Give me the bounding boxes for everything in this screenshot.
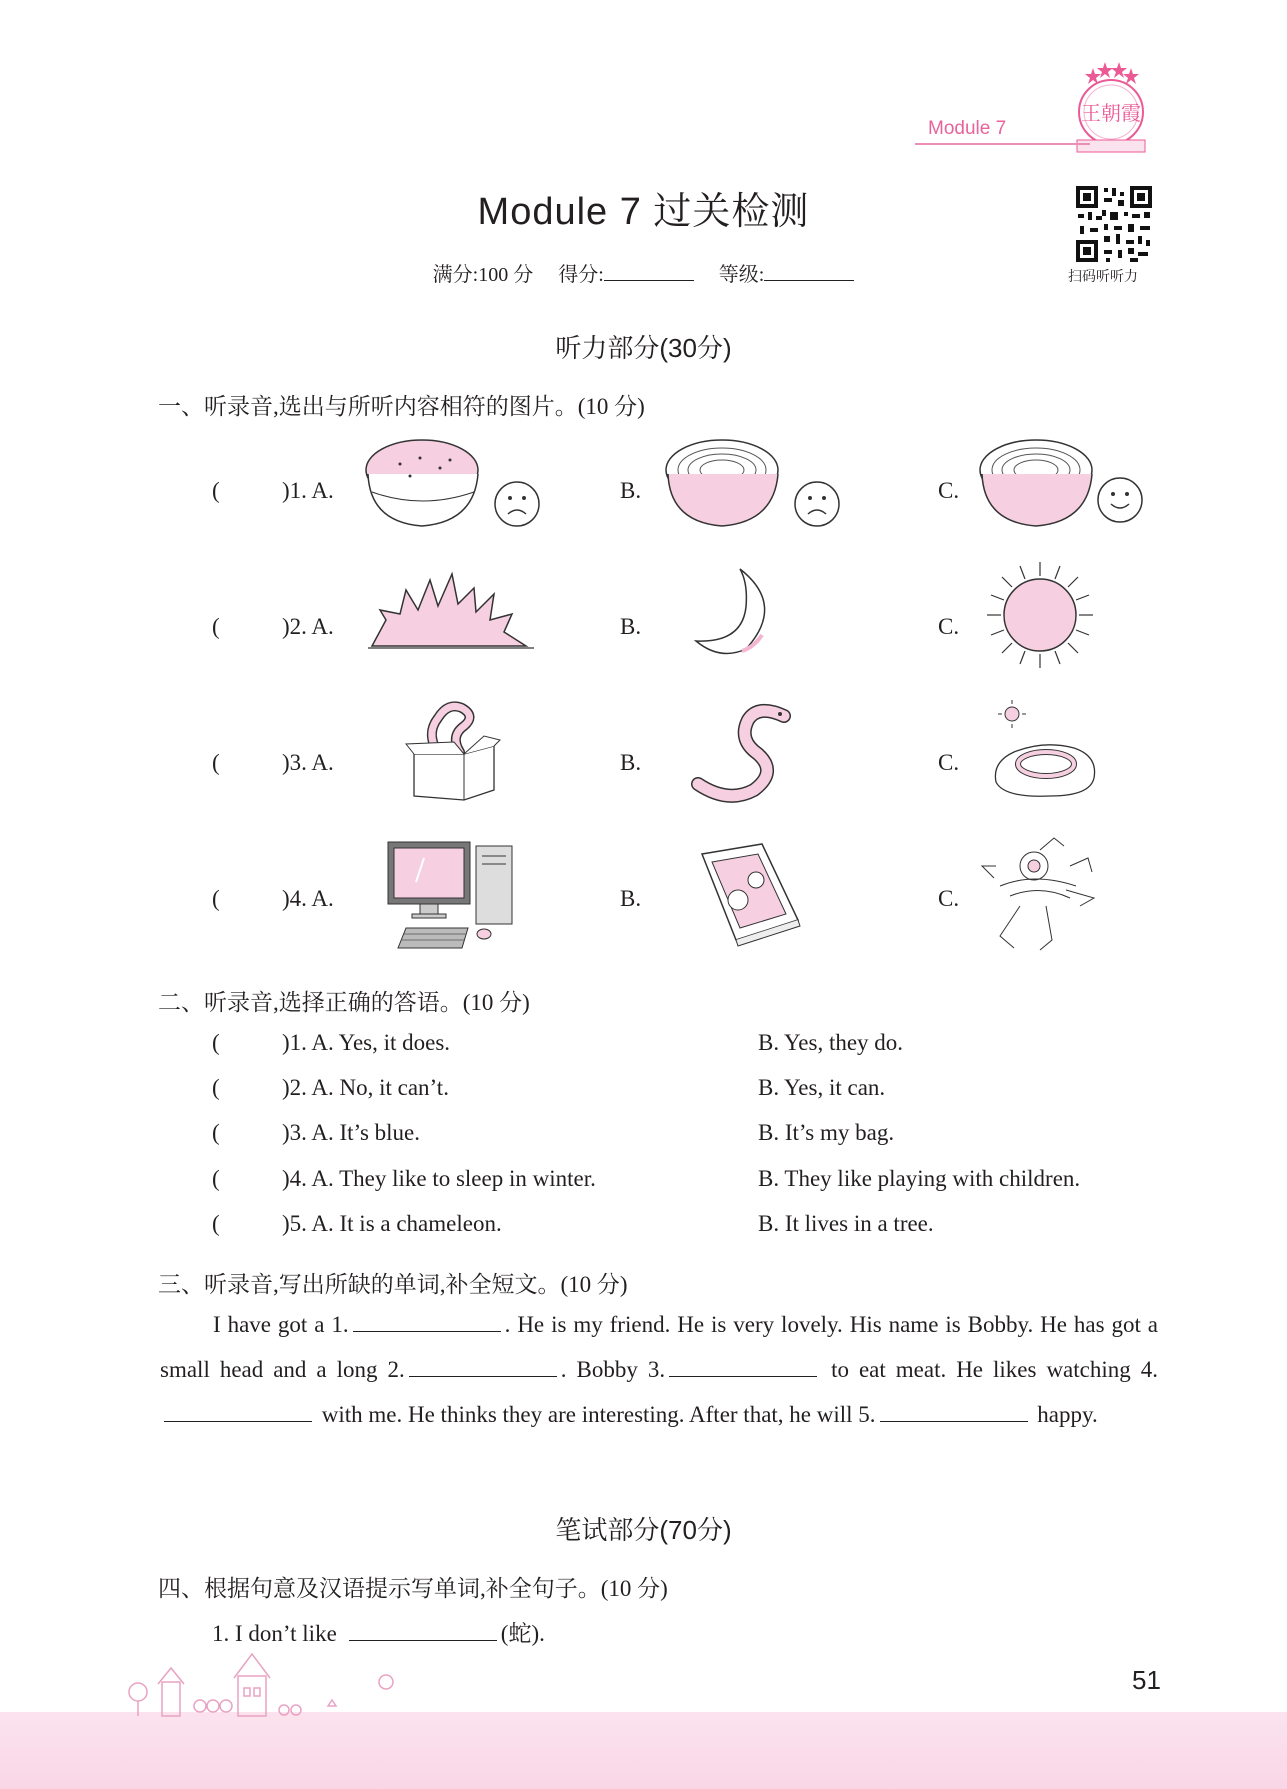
p2-q4-option-b: B. They like playing with children. (758, 1166, 1081, 1191)
passage-segment: with me. He thinks they are interesting. After that, he will 5. (316, 1402, 876, 1427)
p2-q4-option-a: )4. A. They like to sleep in winter. (282, 1166, 596, 1191)
noodle-bowl-happy-image[interactable] (974, 430, 1159, 535)
snake-on-rock-image[interactable] (990, 696, 1102, 811)
part3-heading: 三、听录音,写出所缺的单词,补全短文。(10 分) (158, 1272, 628, 1297)
p4-q1-blank[interactable] (349, 1618, 497, 1641)
hedgehog-image[interactable] (366, 570, 536, 656)
moon-image[interactable] (690, 565, 780, 660)
listening-section-title: 听力部分(30分) (555, 333, 732, 363)
p2-q3-option-a: )3. A. It’s blue. (282, 1120, 420, 1145)
score-blank[interactable] (604, 262, 694, 281)
passage-segment: . He is my friend. He is very lovely. His name is Bobby. He has got a small head and a long 2. (160, 1312, 1158, 1382)
part2-heading: 二、听录音,选择正确的答语。(10 分) (158, 990, 530, 1015)
qr-code-icon[interactable] (1074, 184, 1154, 264)
brand-logo-text: 王朝霞 (1081, 101, 1141, 125)
snake-image[interactable] (688, 696, 800, 811)
p4-q1-text: 1. I don’t like (212, 1621, 337, 1646)
grade-label: 等级: (718, 264, 765, 286)
passage-segment: to eat meat. He likes watching 4. (821, 1357, 1158, 1382)
passage-blank-1[interactable] (353, 1309, 501, 1332)
sun-image[interactable] (985, 560, 1095, 670)
p2-q5-option-b: B. It lives in a tree. (758, 1211, 934, 1236)
p2-q3-paren[interactable]: ( (212, 1120, 220, 1145)
qr-caption: 扫码听听力 (1068, 268, 1138, 284)
passage-blank-5[interactable] (880, 1399, 1028, 1422)
part3-passage (160, 1302, 1158, 1437)
passage-blank-2[interactable] (409, 1354, 557, 1377)
p2-q4-paren[interactable]: ( (212, 1166, 220, 1191)
p2-q2-option-b: B. Yes, it can. (758, 1075, 886, 1100)
passage-segment: happy. (1031, 1402, 1098, 1427)
p1-q4-label: )4. A. (282, 886, 334, 911)
p1-q2-option-c: C. (938, 614, 960, 639)
rice-bowl-sad-image[interactable] (360, 430, 545, 535)
lion-dragon-image[interactable] (980, 836, 1100, 954)
writing-section-title: 笔试部分(70分) (555, 1515, 732, 1545)
score-line (0, 258, 1287, 287)
p1-q3-paren[interactable]: ( (212, 750, 220, 775)
p1-q2-paren[interactable]: ( (212, 614, 220, 639)
computer-image[interactable] (384, 838, 524, 953)
p2-q1-option-b: B. Yes, they do. (758, 1030, 904, 1055)
passage-blank-4[interactable] (164, 1399, 312, 1422)
grade-blank[interactable] (764, 262, 854, 281)
p1-q3-option-c: C. (938, 750, 960, 775)
header-divider (915, 143, 1090, 145)
module-tag: Module 7 (928, 118, 1007, 139)
passage-segment: . Bobby 3. (560, 1357, 666, 1382)
p4-q1 (212, 1615, 545, 1648)
p1-q4-option-c: C. (938, 886, 960, 911)
p2-q3-option-b: B. It’s my bag. (758, 1120, 895, 1145)
p1-q1-option-c: C. (938, 478, 960, 503)
p1-q1-label: )1. A. (282, 478, 334, 503)
p1-q3-option-b: B. (620, 750, 642, 775)
snake-in-box-image[interactable] (404, 696, 504, 806)
passage-blank-3[interactable] (669, 1354, 817, 1377)
p2-q2-option-a: )2. A. No, it can’t. (282, 1075, 449, 1100)
noodle-bowl-sad-image[interactable] (660, 430, 845, 535)
part1-heading: 一、听录音,选出与所听内容相符的图片。(10 分) (158, 394, 645, 419)
p1-q1-option-b: B. (620, 478, 642, 503)
p2-q2-paren[interactable]: ( (212, 1075, 220, 1100)
passage-segment: I have got a 1. (213, 1312, 349, 1337)
p1-q2-label: )2. A. (282, 614, 334, 639)
photo-book-image[interactable] (694, 840, 804, 950)
p1-q4-option-b: B. (620, 886, 642, 911)
part4-heading: 四、根据句意及汉语提示写单词,补全句子。(10 分) (158, 1576, 668, 1601)
bottom-decor-band (0, 1712, 1287, 1789)
town-decor-icon (118, 1640, 448, 1720)
p2-q5-option-a: )5. A. It is a chameleon. (282, 1211, 502, 1236)
p2-q5-paren[interactable]: ( (212, 1211, 220, 1236)
full-score-label: 满分:100 分 (432, 264, 534, 286)
p1-q2-option-b: B. (620, 614, 642, 639)
p2-q1-option-a: )1. A. Yes, it does. (282, 1030, 451, 1055)
p1-q4-paren[interactable]: ( (212, 886, 220, 911)
page-title: Module 7 过关检测 (477, 191, 810, 233)
page-number: 51 (1132, 1665, 1161, 1695)
p2-q1-paren[interactable]: ( (212, 1030, 220, 1055)
score-label: 得分: (558, 264, 604, 286)
p4-q1-hint: (蛇). (500, 1621, 545, 1646)
p1-q3-label: )3. A. (282, 750, 334, 775)
p1-q1-paren[interactable]: ( (212, 478, 220, 503)
